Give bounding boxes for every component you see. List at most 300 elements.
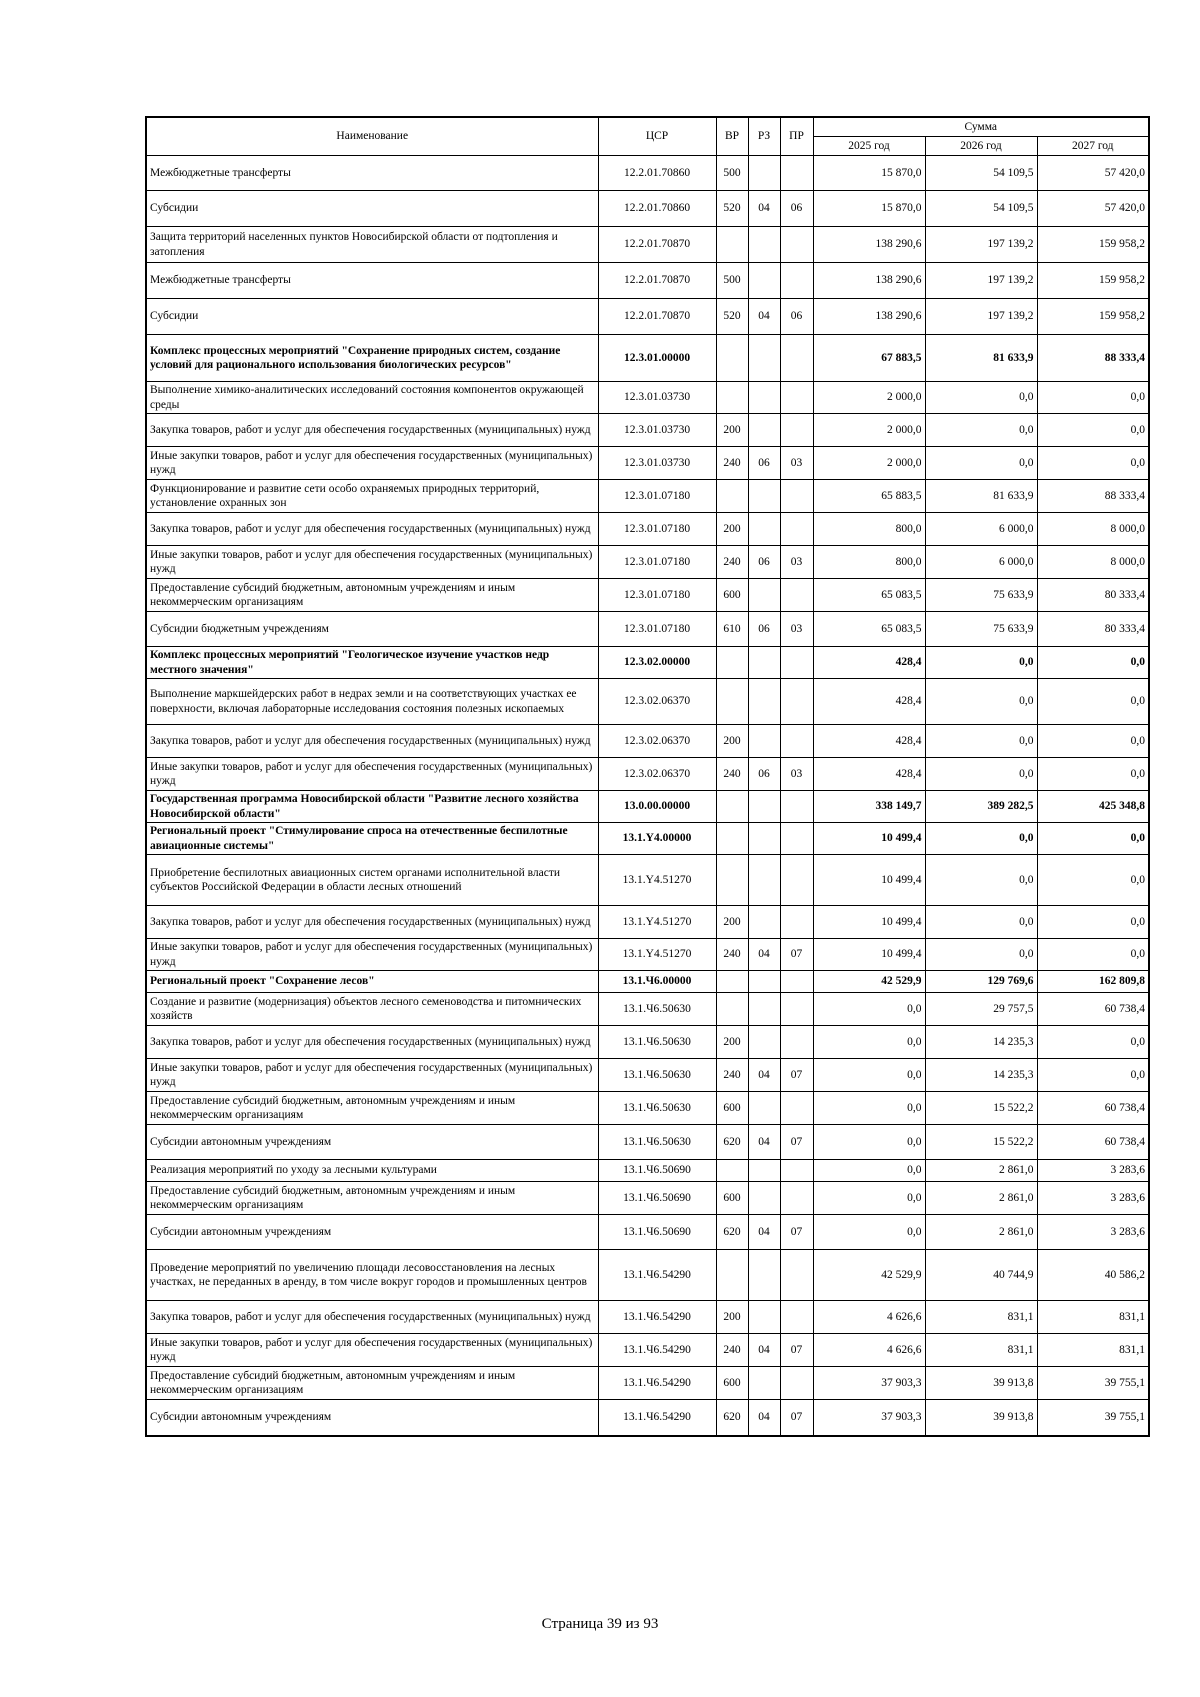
cell-name: Субсидии бюджетным учреждениям: [146, 612, 598, 647]
cell-vr: 520: [716, 299, 748, 335]
cell-csr: 13.1.Ч6.00000: [598, 971, 716, 993]
table-row: [146, 1367, 1149, 1400]
cell-pr: 03: [780, 447, 813, 480]
header-2026: 2026 год: [925, 137, 1037, 156]
cell-csr: 13.1.Ч6.50690: [598, 1160, 716, 1182]
table-body: [146, 156, 1149, 1436]
table-row: [146, 1400, 1149, 1436]
cell-y2026: 14 235,3: [925, 1026, 1037, 1059]
cell-y2026: 81 633,9: [925, 335, 1037, 382]
cell-pr: [780, 480, 813, 513]
cell-pr: [780, 647, 813, 679]
cell-name: Комплекс процессных мероприятий "Геологическое изучение участков недр местного значения": [146, 647, 598, 679]
cell-rz: [748, 791, 780, 823]
page-number: Страница 39 из 93: [541, 1616, 659, 1632]
cell-rz: 04: [748, 191, 780, 227]
cell-csr: 13.1.Ч6.50630: [598, 1059, 716, 1092]
cell-y2025: 0,0: [813, 1026, 925, 1059]
cell-vr: [716, 227, 748, 263]
cell-name: Закупка товаров, работ и услуг для обеспечения государственных (муниципальных) нужд: [146, 1026, 598, 1059]
cell-y2027: 0,0: [1037, 382, 1149, 414]
cell-y2026: 0,0: [925, 679, 1037, 725]
table-row: [146, 647, 1149, 679]
cell-rz: [748, 823, 780, 855]
cell-y2026: 2 861,0: [925, 1215, 1037, 1250]
cell-csr: 13.1.Ч6.54290: [598, 1250, 716, 1301]
cell-name: Выполнение маркшейдерских работ в недрах земли и на соответствующих участках ее поверхности, включая лабораторные исследования состояния полезных ископаемых: [146, 679, 598, 725]
cell-vr: 200: [716, 1301, 748, 1334]
cell-y2027: 60 738,4: [1037, 1092, 1149, 1125]
cell-pr: 07: [780, 1125, 813, 1160]
table-row: [146, 191, 1149, 227]
cell-vr: 600: [716, 1367, 748, 1400]
cell-y2026: 0,0: [925, 647, 1037, 679]
cell-name: Закупка товаров, работ и услуг для обеспечения государственных (муниципальных) нужд: [146, 414, 598, 447]
cell-name: Иные закупки товаров, работ и услуг для обеспечения государственных (муниципальных) нужд: [146, 939, 598, 971]
cell-pr: 03: [780, 612, 813, 647]
cell-csr: 13.1.Ч6.50630: [598, 1125, 716, 1160]
cell-vr: 620: [716, 1215, 748, 1250]
cell-vr: [716, 1160, 748, 1182]
cell-rz: [748, 335, 780, 382]
cell-name: Закупка товаров, работ и услуг для обеспечения государственных (муниципальных) нужд: [146, 513, 598, 546]
cell-vr: 200: [716, 725, 748, 758]
cell-vr: 500: [716, 156, 748, 191]
cell-y2026: 197 139,2: [925, 227, 1037, 263]
cell-name: Субсидии автономным учреждениям: [146, 1215, 598, 1250]
table-row: [146, 1182, 1149, 1215]
cell-rz: 04: [748, 1334, 780, 1367]
cell-rz: 04: [748, 1059, 780, 1092]
cell-rz: [748, 1160, 780, 1182]
cell-y2026: 0,0: [925, 758, 1037, 791]
cell-name: Выполнение химико-аналитических исследований состояния компонентов окружающей среды: [146, 382, 598, 414]
cell-y2025: 2 000,0: [813, 382, 925, 414]
cell-y2027: 8 000,0: [1037, 513, 1149, 546]
cell-y2027: 0,0: [1037, 447, 1149, 480]
cell-y2026: 0,0: [925, 725, 1037, 758]
cell-csr: 13.1.Ч6.54290: [598, 1400, 716, 1436]
cell-y2025: 138 290,6: [813, 299, 925, 335]
cell-y2026: 0,0: [925, 447, 1037, 480]
table-row: [146, 1250, 1149, 1301]
cell-y2026: 197 139,2: [925, 299, 1037, 335]
cell-y2026: 0,0: [925, 855, 1037, 906]
table-row: [146, 1334, 1149, 1367]
cell-y2026: 831,1: [925, 1334, 1037, 1367]
cell-rz: 04: [748, 939, 780, 971]
cell-y2027: 57 420,0: [1037, 191, 1149, 227]
cell-pr: [780, 971, 813, 993]
cell-csr: 12.2.01.70870: [598, 263, 716, 299]
cell-rz: [748, 1182, 780, 1215]
cell-y2026: 14 235,3: [925, 1059, 1037, 1092]
cell-vr: 620: [716, 1125, 748, 1160]
cell-y2026: 54 109,5: [925, 191, 1037, 227]
cell-name: Субсидии: [146, 191, 598, 227]
cell-y2027: 3 283,6: [1037, 1160, 1149, 1182]
cell-rz: 06: [748, 612, 780, 647]
cell-pr: [780, 1301, 813, 1334]
cell-csr: 12.3.02.06370: [598, 725, 716, 758]
cell-pr: 07: [780, 1215, 813, 1250]
cell-y2026: 40 744,9: [925, 1250, 1037, 1301]
table-row: [146, 612, 1149, 647]
cell-y2026: 39 913,8: [925, 1400, 1037, 1436]
cell-pr: [780, 1092, 813, 1125]
cell-y2025: 42 529,9: [813, 1250, 925, 1301]
cell-y2027: 0,0: [1037, 1059, 1149, 1092]
cell-pr: 06: [780, 191, 813, 227]
cell-vr: [716, 647, 748, 679]
cell-csr: 12.3.01.03730: [598, 414, 716, 447]
cell-y2026: 0,0: [925, 939, 1037, 971]
cell-y2027: 3 283,6: [1037, 1215, 1149, 1250]
cell-y2027: 8 000,0: [1037, 546, 1149, 579]
cell-rz: [748, 679, 780, 725]
cell-name: Закупка товаров, работ и услуг для обеспечения государственных (муниципальных) нужд: [146, 906, 598, 939]
cell-csr: 13.1.Y4.00000: [598, 823, 716, 855]
cell-y2026: 2 861,0: [925, 1160, 1037, 1182]
cell-name: Иные закупки товаров, работ и услуг для обеспечения государственных (муниципальных) нужд: [146, 447, 598, 480]
cell-vr: 240: [716, 546, 748, 579]
cell-pr: [780, 335, 813, 382]
cell-rz: 04: [748, 1215, 780, 1250]
cell-y2025: 10 499,4: [813, 939, 925, 971]
cell-vr: [716, 679, 748, 725]
cell-csr: 13.1.Ч6.54290: [598, 1334, 716, 1367]
cell-name: Предоставление субсидий бюджетным, автономным учреждениям и иным некоммерческим организациям: [146, 1367, 598, 1400]
header-vr: ВР: [716, 117, 748, 156]
header-name: Наименование: [146, 117, 598, 156]
cell-csr: 13.1.Y4.51270: [598, 906, 716, 939]
table-row: [146, 1301, 1149, 1334]
cell-y2025: 0,0: [813, 1125, 925, 1160]
cell-name: Региональный проект "Стимулирование спроса на отечественные беспилотные авиационные системы": [146, 823, 598, 855]
table-row: [146, 227, 1149, 263]
cell-y2027: 831,1: [1037, 1334, 1149, 1367]
cell-y2026: 0,0: [925, 414, 1037, 447]
cell-y2025: 0,0: [813, 1059, 925, 1092]
header-2025: 2025 год: [813, 137, 925, 156]
cell-y2025: 800,0: [813, 513, 925, 546]
cell-y2025: 65 883,5: [813, 480, 925, 513]
cell-vr: 200: [716, 513, 748, 546]
cell-y2025: 0,0: [813, 1092, 925, 1125]
cell-y2025: 37 903,3: [813, 1367, 925, 1400]
cell-y2027: 0,0: [1037, 939, 1149, 971]
cell-y2025: 800,0: [813, 546, 925, 579]
cell-vr: 200: [716, 1026, 748, 1059]
cell-y2026: 129 769,6: [925, 971, 1037, 993]
cell-y2027: 80 333,4: [1037, 612, 1149, 647]
cell-y2027: 40 586,2: [1037, 1250, 1149, 1301]
cell-vr: [716, 993, 748, 1026]
cell-pr: 07: [780, 1334, 813, 1367]
cell-pr: [780, 579, 813, 612]
cell-y2025: 4 626,6: [813, 1334, 925, 1367]
cell-name: Приобретение беспилотных авиационных систем органами исполнительной власти субъектов Российской Федерации в области лесных отношений: [146, 855, 598, 906]
cell-pr: [780, 263, 813, 299]
cell-y2027: 88 333,4: [1037, 335, 1149, 382]
cell-y2025: 338 149,7: [813, 791, 925, 823]
cell-pr: [780, 227, 813, 263]
cell-csr: 13.1.Ч6.50690: [598, 1215, 716, 1250]
cell-vr: 240: [716, 939, 748, 971]
cell-vr: 600: [716, 579, 748, 612]
cell-y2027: 88 333,4: [1037, 480, 1149, 513]
table-row: [146, 758, 1149, 791]
table-row: [146, 971, 1149, 993]
header-rz: РЗ: [748, 117, 780, 156]
cell-rz: 04: [748, 1400, 780, 1436]
cell-y2025: 65 083,5: [813, 612, 925, 647]
cell-y2026: 15 522,2: [925, 1125, 1037, 1160]
cell-y2027: 831,1: [1037, 1301, 1149, 1334]
cell-y2026: 54 109,5: [925, 156, 1037, 191]
cell-rz: [748, 227, 780, 263]
table-row: [146, 1026, 1149, 1059]
cell-y2027: 39 755,1: [1037, 1400, 1149, 1436]
cell-vr: [716, 382, 748, 414]
cell-y2025: 2 000,0: [813, 414, 925, 447]
cell-rz: [748, 1026, 780, 1059]
cell-y2025: 15 870,0: [813, 191, 925, 227]
cell-rz: [748, 647, 780, 679]
cell-csr: 12.2.01.70860: [598, 191, 716, 227]
cell-y2025: 65 083,5: [813, 579, 925, 612]
cell-pr: 07: [780, 1059, 813, 1092]
cell-pr: 03: [780, 758, 813, 791]
cell-csr: 12.3.01.00000: [598, 335, 716, 382]
cell-csr: 13.1.Ч6.54290: [598, 1367, 716, 1400]
cell-y2025: 10 499,4: [813, 855, 925, 906]
cell-y2027: 0,0: [1037, 823, 1149, 855]
cell-csr: 12.3.02.06370: [598, 679, 716, 725]
table-row: [146, 513, 1149, 546]
header-2027: 2027 год: [1037, 137, 1149, 156]
cell-vr: [716, 971, 748, 993]
budget-table: [145, 116, 1150, 1437]
cell-name: Иные закупки товаров, работ и услуг для обеспечения государственных (муниципальных) нужд: [146, 546, 598, 579]
cell-rz: 06: [748, 447, 780, 480]
cell-csr: 12.3.02.06370: [598, 758, 716, 791]
table-row: [146, 1160, 1149, 1182]
cell-pr: [780, 993, 813, 1026]
cell-y2025: 428,4: [813, 679, 925, 725]
table-row: [146, 480, 1149, 513]
cell-vr: 240: [716, 758, 748, 791]
cell-rz: 06: [748, 758, 780, 791]
table-row: [146, 1215, 1149, 1250]
cell-y2025: 10 499,4: [813, 906, 925, 939]
cell-name: Межбюджетные трансферты: [146, 263, 598, 299]
cell-rz: 06: [748, 546, 780, 579]
cell-y2026: 6 000,0: [925, 513, 1037, 546]
cell-pr: [780, 679, 813, 725]
cell-vr: 500: [716, 263, 748, 299]
cell-name: Предоставление субсидий бюджетным, автономным учреждениям и иным некоммерческим организациям: [146, 1092, 598, 1125]
cell-name: Региональный проект "Сохранение лесов": [146, 971, 598, 993]
cell-rz: [748, 1250, 780, 1301]
cell-rz: [748, 579, 780, 612]
cell-y2027: 162 809,8: [1037, 971, 1149, 993]
cell-y2025: 0,0: [813, 1182, 925, 1215]
cell-csr: 13.1.Y4.51270: [598, 939, 716, 971]
cell-y2025: 428,4: [813, 758, 925, 791]
cell-y2025: 2 000,0: [813, 447, 925, 480]
cell-y2027: 0,0: [1037, 906, 1149, 939]
header-csr: ЦСР: [598, 117, 716, 156]
cell-rz: [748, 480, 780, 513]
table-row: [146, 791, 1149, 823]
table-row: [146, 725, 1149, 758]
cell-csr: 12.3.01.07180: [598, 513, 716, 546]
cell-vr: [716, 791, 748, 823]
cell-name: Защита территорий населенных пунктов Новосибирской области от подтопления и затопления: [146, 227, 598, 263]
cell-y2025: 37 903,3: [813, 1400, 925, 1436]
cell-csr: 12.3.01.03730: [598, 447, 716, 480]
cell-pr: [780, 1250, 813, 1301]
table-row: [146, 1092, 1149, 1125]
cell-csr: 12.3.01.07180: [598, 579, 716, 612]
cell-name: Государственная программа Новосибирской области "Развитие лесного хозяйства Новосибирской области": [146, 791, 598, 823]
cell-vr: 240: [716, 447, 748, 480]
cell-y2027: 80 333,4: [1037, 579, 1149, 612]
cell-y2025: 15 870,0: [813, 156, 925, 191]
cell-y2026: 81 633,9: [925, 480, 1037, 513]
cell-pr: [780, 1160, 813, 1182]
cell-pr: [780, 156, 813, 191]
cell-pr: [780, 1367, 813, 1400]
cell-pr: [780, 823, 813, 855]
cell-vr: 610: [716, 612, 748, 647]
table-row: [146, 679, 1149, 725]
cell-y2025: 42 529,9: [813, 971, 925, 993]
cell-vr: [716, 855, 748, 906]
cell-rz: [748, 855, 780, 906]
table-header: [146, 117, 1149, 156]
cell-name: Предоставление субсидий бюджетным, автономным учреждениям и иным некоммерческим организациям: [146, 1182, 598, 1215]
cell-vr: [716, 1250, 748, 1301]
cell-rz: [748, 725, 780, 758]
cell-vr: 600: [716, 1092, 748, 1125]
cell-name: Реализация мероприятий по уходу за лесными культурами: [146, 1160, 598, 1182]
cell-vr: 240: [716, 1059, 748, 1092]
cell-pr: [780, 382, 813, 414]
cell-name: Предоставление субсидий бюджетным, автономным учреждениям и иным некоммерческим организациям: [146, 579, 598, 612]
cell-name: Закупка товаров, работ и услуг для обеспечения государственных (муниципальных) нужд: [146, 1301, 598, 1334]
cell-pr: [780, 414, 813, 447]
cell-rz: [748, 382, 780, 414]
table-row: [146, 993, 1149, 1026]
cell-vr: 200: [716, 906, 748, 939]
cell-name: Создание и развитие (модернизация) объектов лесного семеноводства и питомнических хозяйств: [146, 993, 598, 1026]
cell-rz: [748, 263, 780, 299]
cell-y2025: 428,4: [813, 725, 925, 758]
cell-rz: [748, 1367, 780, 1400]
cell-y2026: 2 861,0: [925, 1182, 1037, 1215]
cell-csr: 12.2.01.70870: [598, 227, 716, 263]
cell-rz: [748, 1092, 780, 1125]
cell-rz: [748, 414, 780, 447]
cell-name: Функционирование и развитие сети особо охраняемых природных территорий, установление охранных зон: [146, 480, 598, 513]
cell-y2027: 0,0: [1037, 758, 1149, 791]
cell-rz: [748, 1301, 780, 1334]
cell-vr: 520: [716, 191, 748, 227]
cell-y2025: 10 499,4: [813, 823, 925, 855]
cell-y2027: 159 958,2: [1037, 263, 1149, 299]
cell-vr: 600: [716, 1182, 748, 1215]
cell-y2025: 0,0: [813, 993, 925, 1026]
table-row: [146, 1059, 1149, 1092]
cell-name: Субсидии автономным учреждениям: [146, 1400, 598, 1436]
cell-pr: [780, 791, 813, 823]
cell-rz: [748, 906, 780, 939]
cell-rz: [748, 156, 780, 191]
cell-pr: 06: [780, 299, 813, 335]
cell-name: Субсидии: [146, 299, 598, 335]
cell-y2027: 425 348,8: [1037, 791, 1149, 823]
cell-csr: 13.1.Ч6.50630: [598, 1026, 716, 1059]
cell-y2027: 0,0: [1037, 725, 1149, 758]
cell-rz: [748, 971, 780, 993]
table-row: [146, 939, 1149, 971]
cell-csr: 12.2.01.70870: [598, 299, 716, 335]
cell-name: Комплекс процессных мероприятий "Сохранение природных систем, создание условий для рационального использования биологических ресурсов": [146, 335, 598, 382]
cell-pr: [780, 855, 813, 906]
cell-y2026: 389 282,5: [925, 791, 1037, 823]
cell-name: Иные закупки товаров, работ и услуг для обеспечения государственных (муниципальных) нужд: [146, 758, 598, 791]
cell-y2027: 3 283,6: [1037, 1182, 1149, 1215]
cell-y2027: 0,0: [1037, 647, 1149, 679]
cell-y2025: 138 290,6: [813, 263, 925, 299]
cell-vr: 200: [716, 414, 748, 447]
cell-csr: 13.1.Ч6.50690: [598, 1182, 716, 1215]
cell-y2025: 0,0: [813, 1160, 925, 1182]
table-row: [146, 579, 1149, 612]
cell-csr: 13.1.Ч6.50630: [598, 993, 716, 1026]
cell-csr: 12.3.02.00000: [598, 647, 716, 679]
cell-y2025: 428,4: [813, 647, 925, 679]
table-row: [146, 382, 1149, 414]
cell-pr: 07: [780, 939, 813, 971]
cell-y2026: 75 633,9: [925, 579, 1037, 612]
cell-y2025: 0,0: [813, 1215, 925, 1250]
cell-csr: 13.1.Ч6.50630: [598, 1092, 716, 1125]
cell-y2026: 0,0: [925, 906, 1037, 939]
cell-csr: 13.1.Y4.51270: [598, 855, 716, 906]
cell-y2025: 138 290,6: [813, 227, 925, 263]
cell-y2027: 159 958,2: [1037, 299, 1149, 335]
cell-csr: 13.1.Ч6.54290: [598, 1301, 716, 1334]
cell-y2027: 0,0: [1037, 855, 1149, 906]
header-pr: ПР: [780, 117, 813, 156]
cell-pr: [780, 1026, 813, 1059]
cell-csr: 13.0.00.00000: [598, 791, 716, 823]
table-row: [146, 156, 1149, 191]
cell-y2027: 0,0: [1037, 1026, 1149, 1059]
cell-csr: 12.3.01.07180: [598, 480, 716, 513]
cell-pr: [780, 725, 813, 758]
cell-rz: [748, 513, 780, 546]
cell-csr: 12.3.01.03730: [598, 382, 716, 414]
cell-y2027: 60 738,4: [1037, 1125, 1149, 1160]
cell-name: Закупка товаров, работ и услуг для обеспечения государственных (муниципальных) нужд: [146, 725, 598, 758]
table-row: [146, 414, 1149, 447]
cell-y2027: 39 755,1: [1037, 1367, 1149, 1400]
cell-y2026: 831,1: [925, 1301, 1037, 1334]
